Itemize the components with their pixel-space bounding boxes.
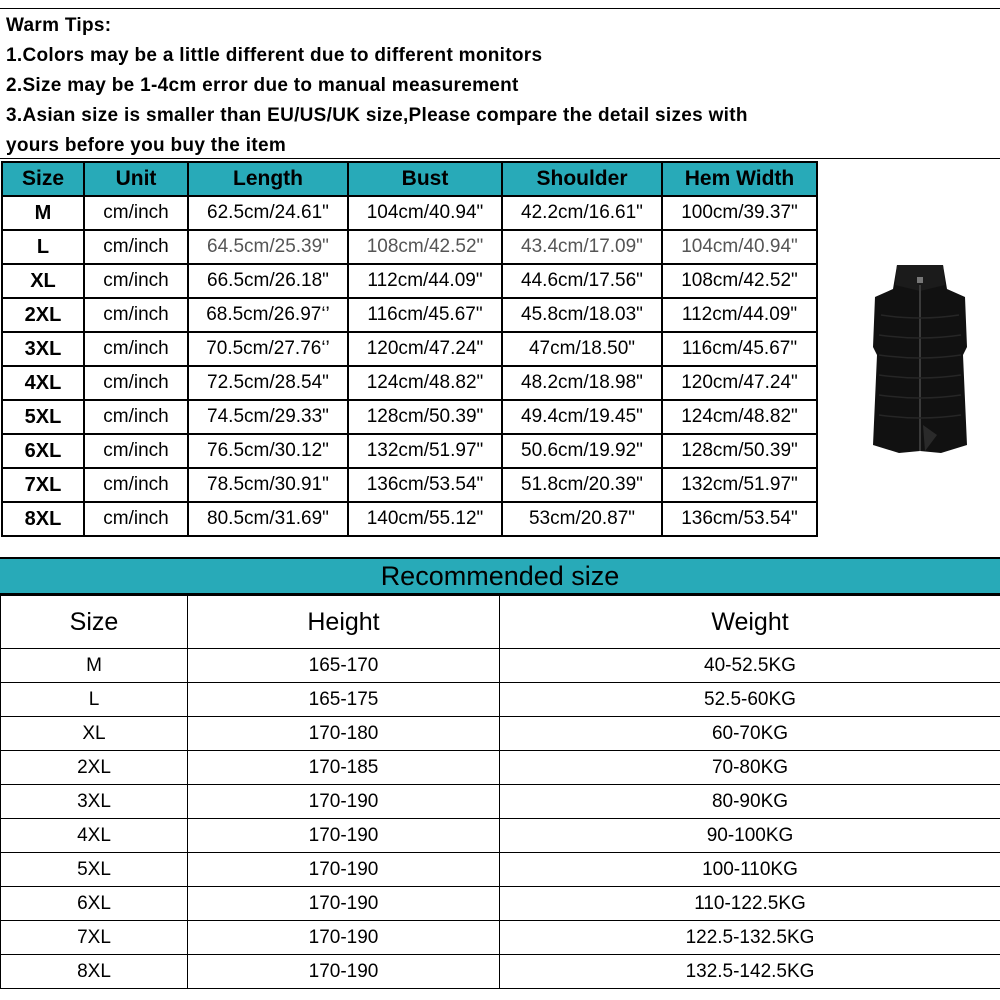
size-cell: 2XL: [2, 298, 84, 332]
recommended-size-table: [0, 595, 1000, 989]
table-row: [1, 853, 1000, 887]
table-cell: 165-175: [188, 683, 500, 717]
table-cell: 80-90KG: [500, 785, 1000, 819]
table-cell: 60-70KG: [500, 717, 1000, 751]
table-cell: 170-180: [188, 717, 500, 751]
table-cell: cm/inch: [84, 332, 188, 366]
table-cell: 136cm/53.54": [662, 502, 817, 536]
table-cell: 62.5cm/24.61": [188, 196, 348, 230]
table-cell: 76.5cm/30.12": [188, 434, 348, 468]
table-cell: 120cm/47.24": [348, 332, 502, 366]
table-cell: 53cm/20.87": [502, 502, 662, 536]
black-vest-icon: [845, 255, 995, 460]
table-cell: XL: [1, 717, 188, 751]
table-cell: 170-190: [188, 921, 500, 955]
table-cell: 112cm/44.09": [662, 298, 817, 332]
table-cell: 140cm/55.12": [348, 502, 502, 536]
table-cell: 52.5-60KG: [500, 683, 1000, 717]
table-cell: 4XL: [1, 819, 188, 853]
table-cell: M: [1, 649, 188, 683]
table-cell: 2XL: [1, 751, 188, 785]
table-cell: cm/inch: [84, 434, 188, 468]
size-cell: 5XL: [2, 400, 84, 434]
table-row: [1, 921, 1000, 955]
table-row: [2, 468, 817, 502]
table-row: [1, 683, 1000, 717]
table-cell: 6XL: [1, 887, 188, 921]
table-cell: L: [1, 683, 188, 717]
table-cell: 124cm/48.82": [662, 400, 817, 434]
size-chart-header-row: [2, 162, 817, 196]
table-row: [2, 230, 817, 264]
size-cell: XL: [2, 264, 84, 298]
table-cell: 170-190: [188, 785, 500, 819]
tip-line-2: 2.Size may be 1-4cm error due to manual measurement: [6, 75, 519, 96]
table-cell: cm/inch: [84, 196, 188, 230]
table-cell: 122.5-132.5KG: [500, 921, 1000, 955]
size-cell: 7XL: [2, 468, 84, 502]
table-cell: 124cm/48.82": [348, 366, 502, 400]
table-row: [2, 366, 817, 400]
table-cell: 72.5cm/28.54": [188, 366, 348, 400]
size-cell: M: [2, 196, 84, 230]
rec-header-height: Height: [188, 596, 500, 649]
table-cell: 170-190: [188, 819, 500, 853]
table-cell: 45.8cm/18.03": [502, 298, 662, 332]
table-cell: cm/inch: [84, 366, 188, 400]
table-cell: 108cm/42.52": [662, 264, 817, 298]
recommended-size-title: Recommended size: [0, 557, 1000, 595]
recommended-header-row: [1, 596, 1000, 649]
table-cell: 132cm/51.97": [662, 468, 817, 502]
table-cell: 104cm/40.94": [662, 230, 817, 264]
table-row: [1, 717, 1000, 751]
header-shoulder: Shoulder: [502, 162, 662, 196]
table-cell: 128cm/50.39": [662, 434, 817, 468]
table-cell: 49.4cm/19.45": [502, 400, 662, 434]
header-unit: Unit: [84, 162, 188, 196]
table-cell: 108cm/42.52": [348, 230, 502, 264]
table-cell: 132cm/51.97": [348, 434, 502, 468]
rec-header-weight: Weight: [500, 596, 1000, 649]
table-cell: 8XL: [1, 955, 188, 989]
table-cell: 40-52.5KG: [500, 649, 1000, 683]
table-cell: 43.4cm/17.09": [502, 230, 662, 264]
table-row: [2, 264, 817, 298]
header-length: Length: [188, 162, 348, 196]
header-bust: Bust: [348, 162, 502, 196]
table-cell: 7XL: [1, 921, 188, 955]
table-cell: 70-80KG: [500, 751, 1000, 785]
table-cell: 68.5cm/26.97‘’: [188, 298, 348, 332]
table-row: [1, 751, 1000, 785]
table-row: [2, 400, 817, 434]
table-cell: 44.6cm/17.56": [502, 264, 662, 298]
size-cell: 6XL: [2, 434, 84, 468]
header-size: Size: [2, 162, 84, 196]
table-row: [1, 649, 1000, 683]
table-cell: 170-190: [188, 853, 500, 887]
table-cell: 51.8cm/20.39": [502, 468, 662, 502]
table-row: [2, 502, 817, 536]
table-row: [1, 819, 1000, 853]
table-cell: 104cm/40.94": [348, 196, 502, 230]
table-cell: cm/inch: [84, 400, 188, 434]
table-cell: 100cm/39.37": [662, 196, 817, 230]
table-cell: 70.5cm/27.76‘’: [188, 332, 348, 366]
table-cell: 80.5cm/31.69": [188, 502, 348, 536]
table-cell: 100-110KG: [500, 853, 1000, 887]
table-cell: cm/inch: [84, 298, 188, 332]
table-cell: 136cm/53.54": [348, 468, 502, 502]
warm-tips: [0, 8, 1000, 159]
table-cell: 48.2cm/18.98": [502, 366, 662, 400]
table-cell: 132.5-142.5KG: [500, 955, 1000, 989]
table-cell: 116cm/45.67": [348, 298, 502, 332]
table-cell: 64.5cm/25.39": [188, 230, 348, 264]
table-cell: cm/inch: [84, 264, 188, 298]
table-cell: 116cm/45.67": [662, 332, 817, 366]
table-cell: 42.2cm/16.61": [502, 196, 662, 230]
table-cell: 74.5cm/29.33": [188, 400, 348, 434]
tip-line-1: 1.Colors may be a little different due to different monitors: [6, 45, 543, 66]
table-cell: 165-170: [188, 649, 500, 683]
table-cell: cm/inch: [84, 230, 188, 264]
table-cell: 5XL: [1, 853, 188, 887]
table-row: [1, 955, 1000, 989]
table-cell: 170-185: [188, 751, 500, 785]
header-hem-width: Hem Width: [662, 162, 817, 196]
table-cell: 170-190: [188, 955, 500, 989]
table-cell: 66.5cm/26.18": [188, 264, 348, 298]
table-cell: 128cm/50.39": [348, 400, 502, 434]
table-cell: 50.6cm/19.92": [502, 434, 662, 468]
table-cell: 112cm/44.09": [348, 264, 502, 298]
tip-line-3: 3.Asian size is smaller than EU/US/UK size,Please compare the detail sizes with: [6, 105, 748, 126]
table-row: [2, 298, 817, 332]
rec-header-size: Size: [1, 596, 188, 649]
table-row: [2, 332, 817, 366]
size-cell: 8XL: [2, 502, 84, 536]
table-cell: 78.5cm/30.91": [188, 468, 348, 502]
table-row: [2, 196, 817, 230]
table-cell: cm/inch: [84, 502, 188, 536]
size-cell: 4XL: [2, 366, 84, 400]
table-row: [2, 434, 817, 468]
table-cell: 47cm/18.50": [502, 332, 662, 366]
table-row: [1, 785, 1000, 819]
table-cell: 3XL: [1, 785, 188, 819]
size-cell: L: [2, 230, 84, 264]
table-cell: 120cm/47.24": [662, 366, 817, 400]
tips-title: Warm Tips:: [6, 15, 112, 36]
table-cell: 170-190: [188, 887, 500, 921]
table-cell: cm/inch: [84, 468, 188, 502]
size-cell: 3XL: [2, 332, 84, 366]
table-cell: 90-100KG: [500, 819, 1000, 853]
table-cell: 110-122.5KG: [500, 887, 1000, 921]
tip-line-4: yours before you buy the item: [6, 135, 287, 156]
table-row: [1, 887, 1000, 921]
size-chart-table: [1, 161, 818, 537]
